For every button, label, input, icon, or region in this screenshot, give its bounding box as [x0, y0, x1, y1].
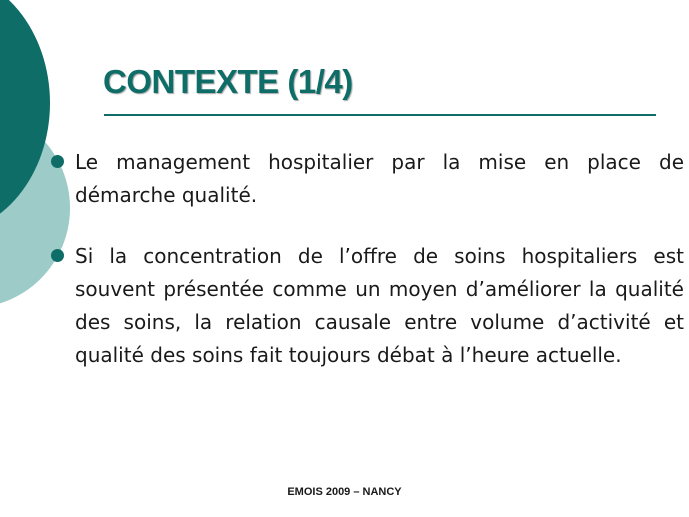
title-underline [104, 114, 656, 116]
bullet-text: Le management hospitalier par la mise en place de démarche qualité. [75, 150, 684, 207]
bullet-list [48, 146, 684, 400]
bullet-text: Si la concentration de l’offre de soins hospitaliers est souvent présentée comme un moyen d’améliorer la qualité des soins, la relation causale entre volume d’activité et qualité des soins fait toujours débat à l’heure actuelle. [75, 244, 684, 367]
bullet-item [48, 240, 684, 372]
bullet-dot-icon [51, 155, 64, 168]
slide-footer: EMOIS 2009 – NANCY [287, 486, 402, 498]
slide-title: CONTEXTE (1/4) [103, 63, 353, 100]
bullet-dot-icon [51, 249, 64, 262]
bullet-item [48, 146, 684, 212]
